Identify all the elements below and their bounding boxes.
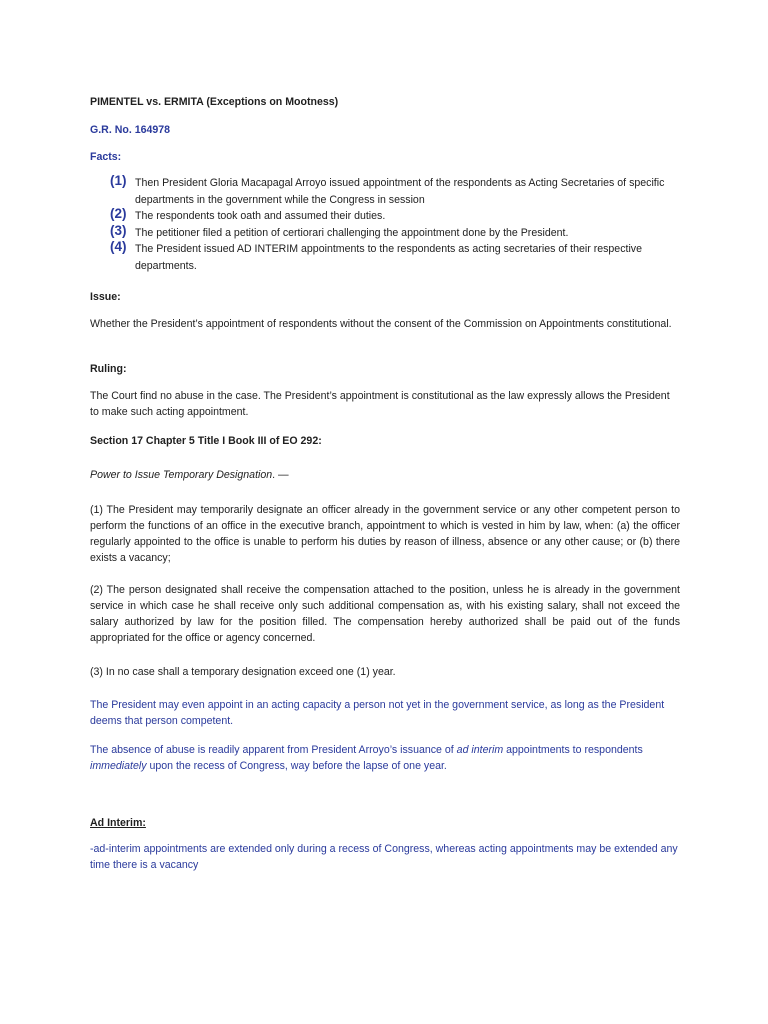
fact-text: The President issued AD INTERIM appointments to the respondents as acting secretaries of their respective departments.: [135, 243, 642, 272]
note-italic: ad interim: [456, 744, 504, 756]
provision-paragraph-3: (3) In no case shall a temporary designation exceed one (1) year.: [90, 666, 396, 678]
fact-number: (1): [110, 173, 127, 188]
ad-interim-heading: Ad Interim:: [90, 817, 146, 829]
gr-number: G.R. No. 164978: [90, 124, 171, 136]
ruling-heading: Ruling:: [90, 363, 127, 375]
section-heading: Section 17 Chapter 5 Title I Book III of EO 292:: [90, 435, 322, 447]
fact-item: [110, 208, 680, 225]
provision-paragraph-2: (2) The person designated shall receive the compensation attached to the position, unless he is already in the government service in which case he shall receive only such additional compensation as, with his existing salary, shall not exceed the salary authorized by law for the position filled. The compensation hereby authorized shall be paid out of the funds appropriated for the office or agency concerned.: [90, 584, 680, 644]
fact-text: The petitioner filed a petition of certiorari challenging the appointment done by the President.: [135, 226, 569, 239]
ad-interim-text: -ad-interim appointments are extended only during a recess of Congress, whereas acting appointments may be extended any time there is a vacancy: [90, 843, 678, 871]
fact-item: [110, 241, 680, 274]
fact-number: (2): [110, 206, 127, 221]
note-text: upon the recess of Congress, way before the lapse of one year.: [146, 760, 447, 772]
fact-text: Then President Gloria Macapagal Arroyo issued appointment of the respondents as Acting Secretaries of specific departments in the government while the Congress in session: [135, 177, 665, 206]
fact-item: [110, 175, 680, 208]
ruling-text: The Court find no abuse in the case. The President’s appointment is constitutional as the law expressly allows the President to make such acting appointment.: [90, 390, 670, 418]
fact-number: (4): [110, 239, 127, 254]
provision-title-text: Power to Issue Temporary Designation: [90, 469, 273, 481]
issue-heading: Issue:: [90, 291, 121, 303]
fact-text: The respondents took oath and assumed their duties.: [135, 210, 386, 222]
facts-list: [110, 175, 680, 274]
issue-text: Whether the President’s appointment of respondents without the consent of the Commission on Appointments constitutional.: [90, 318, 672, 330]
note-text: The absence of abuse is readily apparent from President Arroyo’s issuance of: [90, 744, 457, 756]
note-text: appointments to respondents: [503, 744, 643, 756]
case-title: PIMENTEL vs. ERMITA (Exceptions on Mootness): [90, 96, 339, 108]
facts-heading: Facts:: [90, 151, 122, 163]
fact-item: [110, 222, 680, 242]
provision-paragraph-1: (1) The President may temporarily designate an officer already in the government service or any other competent person to perform the functions of an office in the executive branch, appointment to which is vested in him by law, when: (a) the officer regularly appointed to the office is unable to perform his duties by reason of illness, absence or any other cause; or (b) there exists a vacancy;: [90, 504, 680, 564]
note-paragraph-1: The President may even appoint in an acting capacity a person not yet in the government service, as long as the President deems that person competent.: [90, 699, 665, 727]
fact-number: (3): [110, 222, 127, 238]
note-italic: immediately: [90, 760, 147, 772]
provision-title-suffix: . —: [272, 469, 289, 481]
provision-title: [90, 467, 680, 483]
note-paragraph-2: [90, 742, 680, 774]
